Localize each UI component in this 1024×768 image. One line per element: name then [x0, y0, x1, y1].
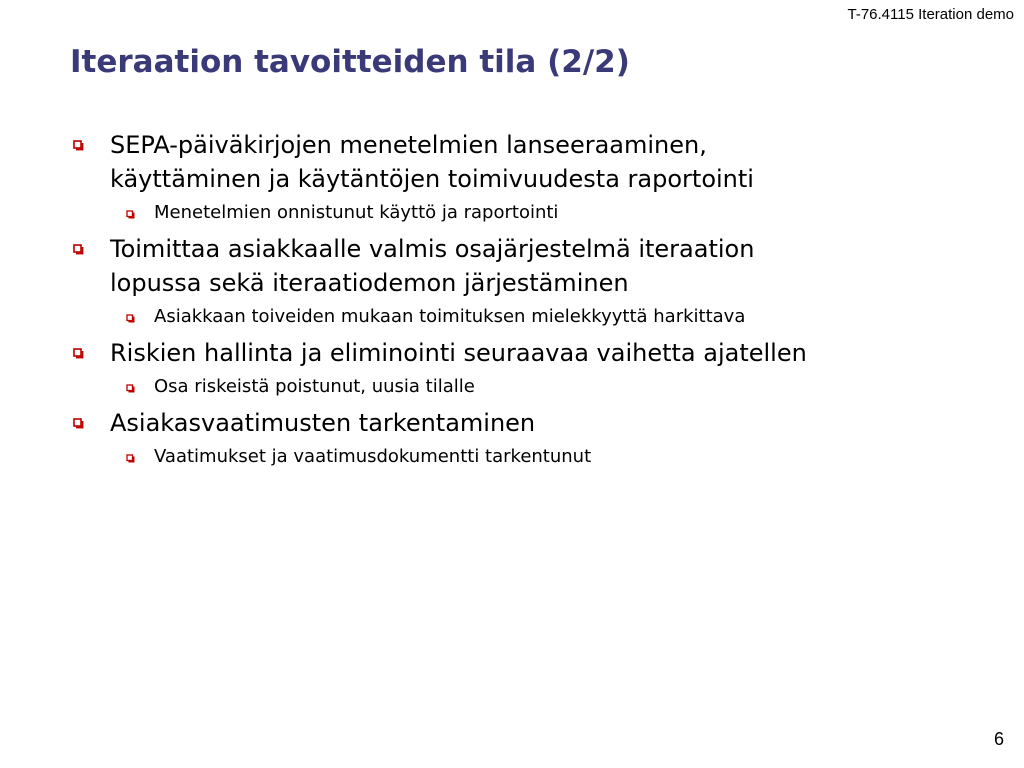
header-tag: T-76.4115 Iteration demo	[847, 6, 1014, 23]
bullet-item-1	[70, 128, 970, 196]
sub-bullet-item-4	[70, 444, 970, 470]
bullet-item-1-line-2: käyttäminen ja käytäntöjen toimivuudesta raportointi	[110, 165, 754, 193]
hollow-square-bullet-icon	[126, 314, 136, 324]
sub-bullet-item-3-text: Osa riskeistä poistunut, uusia tilalle	[154, 376, 475, 397]
bullet-item-3-line-1: Riskien hallinta ja eliminointi seuraavaa vaihetta ajatellen	[110, 339, 807, 367]
bullet-list	[70, 128, 970, 476]
bullet-item-1-line-1: SEPA-päiväkirjojen menetelmien lanseeraaminen,	[110, 131, 707, 159]
page-number: 6	[993, 729, 1004, 749]
sub-bullet-item-4-text: Vaatimukset ja vaatimusdokumentti tarkentunut	[154, 446, 592, 467]
sub-bullet-item-3	[70, 374, 970, 400]
hollow-square-bullet-icon	[73, 140, 85, 152]
sub-bullet-item-2-text: Asiakkaan toiveiden mukaan toimituksen mielekkyyttä harkittava	[154, 306, 746, 327]
hollow-square-bullet-icon	[126, 210, 136, 220]
sub-bullet-item-1-text: Menetelmien onnistunut käyttö ja raportointi	[154, 202, 559, 223]
bullet-item-2-line-2: lopussa sekä iteraatiodemon järjestäminen	[110, 269, 629, 297]
hollow-square-bullet-icon	[126, 384, 136, 394]
hollow-square-bullet-icon	[73, 418, 85, 430]
slide-title: Iteraation tavoitteiden tila (2/2)	[70, 44, 630, 80]
bullet-item-4-line-1: Asiakasvaatimusten tarkentaminen	[110, 409, 536, 437]
bullet-item-2-line-1: Toimittaa asiakkaalle valmis osajärjestelmä iteraation	[110, 235, 755, 263]
sub-bullet-item-2	[70, 304, 970, 330]
sub-bullet-item-1	[70, 200, 970, 226]
bullet-item-4	[70, 406, 970, 440]
hollow-square-bullet-icon	[73, 348, 85, 360]
hollow-square-bullet-icon	[73, 244, 85, 256]
bullet-item-3	[70, 336, 970, 370]
hollow-square-bullet-icon	[126, 454, 136, 464]
bullet-item-2	[70, 232, 970, 300]
